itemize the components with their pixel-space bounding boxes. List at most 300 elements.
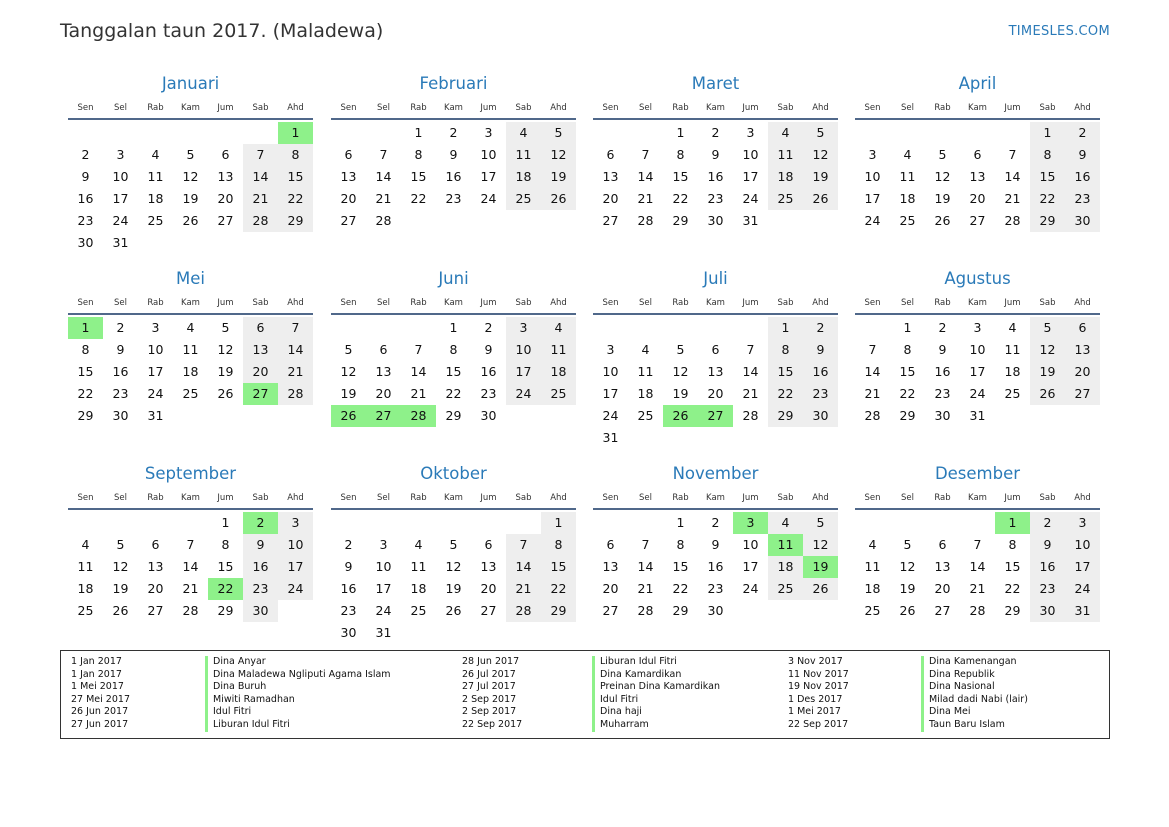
day-cell: 2 xyxy=(484,320,493,335)
day-cell: 12 xyxy=(112,559,129,574)
day-cell: 2 xyxy=(449,125,458,140)
legend-holiday-name: Dina haji xyxy=(592,706,720,719)
weekday-label: Sab xyxy=(252,493,269,503)
weekday-label: Sab xyxy=(777,103,794,113)
day-cell: 2 xyxy=(81,147,90,162)
day-cell: 16 xyxy=(112,364,129,379)
empty-cell xyxy=(925,122,960,144)
month-name: April xyxy=(958,74,997,93)
day-cell: 23 xyxy=(707,191,724,206)
day-cell: 1 xyxy=(676,515,685,530)
day-cell: 24 xyxy=(602,408,619,423)
day-cell: 17 xyxy=(602,386,619,401)
weekday-label: Rab xyxy=(672,493,689,503)
day-cell: 23 xyxy=(707,581,724,596)
holiday-day: 22 xyxy=(208,578,243,600)
day-cell: 25 xyxy=(77,603,94,618)
empty-cell xyxy=(138,512,173,534)
day-cell: 6 xyxy=(711,342,720,357)
day-cell: 24 xyxy=(1065,578,1100,600)
day-cell: 26 xyxy=(899,603,916,618)
day-cell: 8 xyxy=(1030,144,1065,166)
day-grid xyxy=(855,512,1100,622)
empty-cell xyxy=(173,512,208,534)
day-cell: 26 xyxy=(112,603,129,618)
legend-date: 3 Nov 2017 xyxy=(788,656,843,667)
day-cell: 26 xyxy=(445,603,462,618)
day-cell: 4 xyxy=(768,122,803,144)
weekday-label: Rab xyxy=(672,298,689,308)
day-cell: 13 xyxy=(969,169,986,184)
day-cell: 28 xyxy=(742,408,759,423)
day-cell: 3 xyxy=(746,125,755,140)
day-cell: 25 xyxy=(182,386,199,401)
empty-cell xyxy=(243,122,278,144)
day-cell: 21 xyxy=(742,386,759,401)
day-cell: 2 xyxy=(344,537,353,552)
day-cell: 10 xyxy=(742,537,759,552)
empty-cell xyxy=(331,122,366,144)
weekday-label: Sel xyxy=(901,103,914,113)
day-cell: 1 xyxy=(221,515,230,530)
day-cell: 2 xyxy=(711,125,720,140)
day-cell: 17 xyxy=(375,581,392,596)
month-september xyxy=(68,463,313,622)
weekday-label: Kam xyxy=(968,493,987,503)
day-cell: 7 xyxy=(278,317,313,339)
holiday-day: 28 xyxy=(401,405,436,427)
day-cell: 30 xyxy=(707,213,724,228)
day-cell: 13 xyxy=(147,559,164,574)
empty-cell xyxy=(995,122,1030,144)
weekday-label: Jum xyxy=(742,298,759,308)
day-cell: 27 xyxy=(480,603,497,618)
day-cell: 23 xyxy=(340,603,357,618)
weekday-label: Jum xyxy=(480,493,497,503)
weekday-label: Sab xyxy=(777,298,794,308)
weekday-label: Rab xyxy=(410,298,427,308)
legend-holiday-name: Dina Kamenangan xyxy=(921,656,1028,669)
day-cell: 16 xyxy=(77,191,94,206)
month-name: Mei xyxy=(176,269,205,288)
day-cell: 25 xyxy=(768,578,803,600)
weekday-header xyxy=(331,490,576,510)
day-cell: 17 xyxy=(969,364,986,379)
weekday-label: Kam xyxy=(444,103,463,113)
day-cell: 17 xyxy=(147,364,164,379)
weekday-label: Sen xyxy=(77,298,94,308)
day-cell: 3 xyxy=(1065,512,1100,534)
day-cell: 14 xyxy=(1004,169,1021,184)
day-cell: 10 xyxy=(375,559,392,574)
day-cell: 12 xyxy=(803,144,838,166)
empty-cell xyxy=(593,512,628,534)
day-cell: 26 xyxy=(934,213,951,228)
day-cell: 29 xyxy=(217,603,234,618)
weekday-label: Jum xyxy=(742,103,759,113)
day-cell: 7 xyxy=(414,342,423,357)
holiday-day: 27 xyxy=(243,383,278,405)
weekday-label: Sab xyxy=(515,103,532,113)
day-cell: 13 xyxy=(243,339,278,361)
empty-cell xyxy=(890,122,925,144)
month-name: September xyxy=(144,464,237,483)
day-cell: 27 xyxy=(934,603,951,618)
month-oktober xyxy=(331,463,576,644)
day-cell: 4 xyxy=(641,342,650,357)
day-cell: 20 xyxy=(243,361,278,383)
page-title: Tanggalan taun 2017. (Maladewa) xyxy=(60,20,384,42)
day-cell: 2 xyxy=(803,317,838,339)
day-cell: 24 xyxy=(506,383,541,405)
holiday-day: 26 xyxy=(331,405,366,427)
day-cell: 20 xyxy=(934,581,951,596)
day-cell: 8 xyxy=(903,342,912,357)
weekday-label: Kam xyxy=(706,103,725,113)
weekday-header xyxy=(331,295,576,315)
day-cell: 16 xyxy=(480,364,497,379)
day-cell: 19 xyxy=(445,581,462,596)
day-cell: 10 xyxy=(1065,534,1100,556)
day-cell: 27 xyxy=(969,213,986,228)
day-grid xyxy=(855,122,1100,232)
legend-date: 27 Jun 2017 xyxy=(71,718,129,730)
day-cell: 8 xyxy=(676,537,685,552)
weekday-header xyxy=(593,490,838,510)
weekday-header xyxy=(593,295,838,315)
day-cell: 26 xyxy=(182,213,199,228)
day-cell: 25 xyxy=(768,188,803,210)
day-cell: 10 xyxy=(506,339,541,361)
day-cell: 11 xyxy=(147,169,164,184)
day-cell: 7 xyxy=(641,537,650,552)
day-cell: 25 xyxy=(541,383,576,405)
day-cell: 17 xyxy=(864,191,881,206)
day-cell: 19 xyxy=(934,191,951,206)
day-cell: 17 xyxy=(1065,556,1100,578)
day-cell: 22 xyxy=(410,191,427,206)
day-cell: 15 xyxy=(1030,166,1065,188)
weekday-label: Rab xyxy=(410,493,427,503)
legend-holiday-name: Dina Maladewa Ngliputi Agama Islam xyxy=(205,669,391,682)
day-cell: 6 xyxy=(243,317,278,339)
day-cell: 4 xyxy=(186,320,195,335)
day-cell: 14 xyxy=(375,169,392,184)
legend-holiday-name: Dina Mei xyxy=(921,706,1028,719)
empty-cell xyxy=(103,122,138,144)
day-cell: 7 xyxy=(506,534,541,556)
empty-cell xyxy=(331,512,366,534)
legend-date: 11 Nov 2017 xyxy=(788,668,849,680)
weekday-label: Rab xyxy=(147,103,164,113)
weekday-label: Jum xyxy=(1004,298,1021,308)
day-cell: 21 xyxy=(182,581,199,596)
day-cell: 19 xyxy=(803,166,838,188)
day-cell: 11 xyxy=(506,144,541,166)
empty-cell xyxy=(855,317,890,339)
legend-date: 22 Sep 2017 xyxy=(462,718,523,730)
day-cell: 3 xyxy=(116,147,125,162)
day-cell: 20 xyxy=(602,191,619,206)
day-cell: 31 xyxy=(602,430,619,445)
day-cell: 30 xyxy=(1030,600,1065,622)
day-cell: 8 xyxy=(541,534,576,556)
day-cell: 26 xyxy=(1030,383,1065,405)
day-cell: 22 xyxy=(445,386,462,401)
day-cell: 9 xyxy=(243,534,278,556)
weekday-label: Sel xyxy=(639,298,652,308)
day-cell: 5 xyxy=(903,537,912,552)
day-cell: 23 xyxy=(1065,188,1100,210)
legend-dates-col-1 xyxy=(71,656,130,732)
legend-date: 2 Sep 2017 xyxy=(462,693,517,705)
day-cell: 19 xyxy=(899,581,916,596)
weekday-label: Sel xyxy=(377,103,390,113)
month-name: November xyxy=(672,464,759,483)
day-cell: 30 xyxy=(707,603,724,618)
weekday-label: Jum xyxy=(217,493,234,503)
day-cell: 13 xyxy=(602,559,619,574)
day-cell: 16 xyxy=(707,559,724,574)
weekday-label: Kam xyxy=(181,103,200,113)
legend-holiday-name: Preinan Dina Kamardikan xyxy=(592,681,720,694)
month-name: Desember xyxy=(934,464,1021,483)
day-cell: 18 xyxy=(147,191,164,206)
day-cell: 16 xyxy=(1065,166,1100,188)
day-cell: 28 xyxy=(637,603,654,618)
day-cell: 15 xyxy=(672,559,689,574)
day-cell: 28 xyxy=(864,408,881,423)
day-cell: 27 xyxy=(147,603,164,618)
day-cell: 25 xyxy=(410,603,427,618)
day-cell: 31 xyxy=(375,625,392,640)
day-cell: 23 xyxy=(934,386,951,401)
month-april xyxy=(855,73,1100,232)
day-cell: 19 xyxy=(112,581,129,596)
day-cell: 6 xyxy=(606,537,615,552)
weekday-label: Rab xyxy=(410,103,427,113)
day-cell: 8 xyxy=(221,537,230,552)
day-grid xyxy=(331,317,576,427)
day-cell: 20 xyxy=(340,191,357,206)
day-cell: 12 xyxy=(672,364,689,379)
day-cell: 15 xyxy=(1004,559,1021,574)
day-cell: 10 xyxy=(112,169,129,184)
day-cell: 23 xyxy=(480,386,497,401)
weekday-label: Kam xyxy=(706,493,725,503)
weekday-label: Sab xyxy=(515,493,532,503)
day-cell: 28 xyxy=(182,603,199,618)
day-grid xyxy=(593,122,838,232)
weekday-label: Sab xyxy=(1039,103,1056,113)
day-cell: 29 xyxy=(899,408,916,423)
day-cell: 16 xyxy=(243,556,278,578)
day-cell: 4 xyxy=(414,537,423,552)
weekday-label: Ahd xyxy=(287,103,304,113)
weekday-label: Sen xyxy=(602,493,619,503)
day-cell: 25 xyxy=(506,188,541,210)
day-cell: 9 xyxy=(803,339,838,361)
day-cell: 28 xyxy=(278,383,313,405)
day-cell: 27 xyxy=(602,213,619,228)
day-cell: 30 xyxy=(480,408,497,423)
legend-date: 1 Des 2017 xyxy=(788,693,843,705)
weekday-label: Sen xyxy=(77,493,94,503)
day-cell: 31 xyxy=(742,213,759,228)
day-cell: 5 xyxy=(676,342,685,357)
day-cell: 1 xyxy=(676,125,685,140)
day-cell: 21 xyxy=(864,386,881,401)
day-cell: 16 xyxy=(1030,556,1065,578)
empty-cell xyxy=(68,512,103,534)
weekday-label: Kam xyxy=(968,103,987,113)
day-cell: 11 xyxy=(637,364,654,379)
day-cell: 3 xyxy=(379,537,388,552)
legend-date: 26 Jun 2017 xyxy=(71,706,129,718)
day-cell: 14 xyxy=(637,559,654,574)
day-cell: 14 xyxy=(864,364,881,379)
day-cell: 5 xyxy=(541,122,576,144)
day-cell: 21 xyxy=(375,191,392,206)
day-cell: 12 xyxy=(1030,339,1065,361)
day-cell: 4 xyxy=(868,537,877,552)
legend-date: 1 Mei 2017 xyxy=(71,681,124,693)
day-cell: 16 xyxy=(803,361,838,383)
weekday-label: Sen xyxy=(864,103,881,113)
day-cell: 16 xyxy=(445,169,462,184)
month-desember xyxy=(855,463,1100,622)
empty-cell xyxy=(138,122,173,144)
day-cell: 30 xyxy=(112,408,129,423)
day-cell: 4 xyxy=(1008,320,1017,335)
day-cell: 24 xyxy=(278,578,313,600)
day-cell: 20 xyxy=(707,386,724,401)
weekday-label: Ahd xyxy=(812,103,829,113)
empty-cell xyxy=(628,512,663,534)
day-cell: 21 xyxy=(278,361,313,383)
day-cell: 14 xyxy=(243,166,278,188)
day-cell: 18 xyxy=(182,364,199,379)
day-cell: 24 xyxy=(375,603,392,618)
day-cell: 7 xyxy=(746,342,755,357)
day-cell: 28 xyxy=(243,210,278,232)
day-cell: 6 xyxy=(938,537,947,552)
empty-cell xyxy=(925,512,960,534)
day-cell: 18 xyxy=(768,166,803,188)
day-cell: 4 xyxy=(903,147,912,162)
weekday-label: Rab xyxy=(147,298,164,308)
weekday-label: Rab xyxy=(934,493,951,503)
day-cell: 8 xyxy=(81,342,90,357)
day-cell: 8 xyxy=(676,147,685,162)
weekday-label: Ahd xyxy=(812,298,829,308)
empty-cell xyxy=(855,512,890,534)
day-cell: 18 xyxy=(1004,364,1021,379)
day-cell: 22 xyxy=(1004,581,1021,596)
day-grid xyxy=(68,512,313,622)
day-cell: 24 xyxy=(742,191,759,206)
day-cell: 22 xyxy=(768,383,803,405)
empty-cell xyxy=(855,122,890,144)
weekday-label: Ahd xyxy=(287,298,304,308)
day-cell: 26 xyxy=(217,386,234,401)
day-cell: 11 xyxy=(1004,342,1021,357)
weekday-label: Ahd xyxy=(550,298,567,308)
day-cell: 4 xyxy=(151,147,160,162)
day-cell: 4 xyxy=(506,122,541,144)
day-cell: 22 xyxy=(77,386,94,401)
holiday-day: 27 xyxy=(698,405,733,427)
day-cell: 2 xyxy=(938,320,947,335)
day-cell: 5 xyxy=(344,342,353,357)
day-cell: 12 xyxy=(217,342,234,357)
weekday-header xyxy=(855,100,1100,120)
day-cell: 16 xyxy=(934,364,951,379)
day-cell: 12 xyxy=(182,169,199,184)
weekday-label: Sen xyxy=(340,493,357,503)
legend-dates-col-3 xyxy=(788,656,849,732)
holiday-day: 1 xyxy=(68,317,103,339)
weekday-label: Rab xyxy=(934,103,951,113)
day-cell: 20 xyxy=(480,581,497,596)
day-cell: 20 xyxy=(217,191,234,206)
weekday-label: Kam xyxy=(444,493,463,503)
day-cell: 22 xyxy=(541,578,576,600)
empty-cell xyxy=(208,122,243,144)
holiday-legend xyxy=(60,650,1110,739)
day-grid xyxy=(68,122,313,254)
day-cell: 12 xyxy=(340,364,357,379)
empty-cell xyxy=(733,317,768,339)
month-februari xyxy=(331,73,576,232)
day-cell: 14 xyxy=(969,559,986,574)
day-cell: 21 xyxy=(410,386,427,401)
brand-link[interactable]: TIMESLES.COM xyxy=(1008,24,1110,39)
holiday-day: 26 xyxy=(663,405,698,427)
day-cell: 13 xyxy=(340,169,357,184)
legend-dates-col-2 xyxy=(462,656,522,732)
day-cell: 15 xyxy=(445,364,462,379)
day-cell: 29 xyxy=(672,603,689,618)
day-cell: 19 xyxy=(217,364,234,379)
empty-cell xyxy=(628,317,663,339)
month-juli xyxy=(593,268,838,449)
day-cell: 10 xyxy=(480,147,497,162)
day-cell: 29 xyxy=(1030,210,1065,232)
empty-cell xyxy=(436,512,471,534)
empty-cell xyxy=(628,122,663,144)
day-cell: 5 xyxy=(1030,317,1065,339)
weekday-label: Jum xyxy=(480,298,497,308)
holiday-day: 27 xyxy=(366,405,401,427)
day-cell: 24 xyxy=(480,191,497,206)
day-cell: 15 xyxy=(899,364,916,379)
day-cell: 13 xyxy=(375,364,392,379)
day-cell: 2 xyxy=(711,515,720,530)
legend-holiday-name: Liburan Idul Fitri xyxy=(592,656,720,669)
legend-date: 22 Sep 2017 xyxy=(788,718,849,730)
day-cell: 6 xyxy=(151,537,160,552)
day-cell: 19 xyxy=(340,386,357,401)
day-cell: 17 xyxy=(742,559,759,574)
legend-date: 1 Jan 2017 xyxy=(71,656,122,667)
day-cell: 18 xyxy=(506,166,541,188)
weekday-label: Sel xyxy=(901,298,914,308)
day-cell: 15 xyxy=(541,556,576,578)
legend-holiday-name: Dina Buruh xyxy=(205,681,391,694)
day-cell: 5 xyxy=(221,320,230,335)
day-cell: 11 xyxy=(864,559,881,574)
